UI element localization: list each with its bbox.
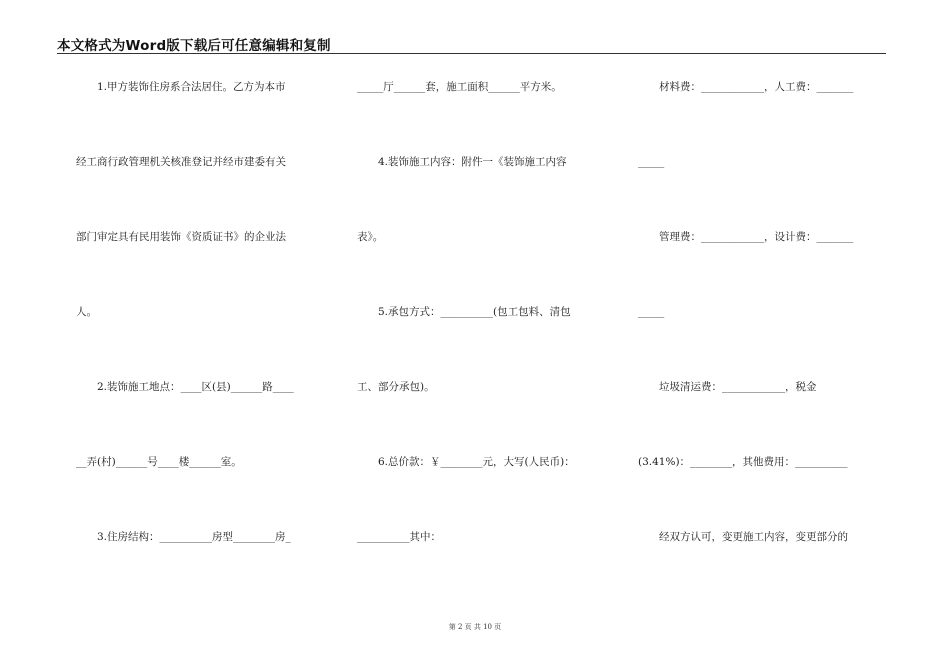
text-line: 表》。 [357,231,384,243]
text-line: 材料费：____________，人工费：_______ [638,81,854,93]
text-line: 垃圾清运费：____________，税金 [638,381,817,393]
text-line: 工、部分承包)。 [357,381,435,393]
header-divider [57,53,886,54]
text-line: 部门审定具有民用装饰《资质证书》的企业法 [76,231,286,243]
page-number-footer: 第 2 页 共 10 页 [448,623,502,631]
text-line: 经双方认可，变更施工内容，变更部分的 [638,531,848,543]
text-line: 5.承包方式：__________(包工包料、清包 [357,306,571,318]
text-line: (3.41%)：________，其他费用：__________ [638,456,848,468]
document-header-title: 本文格式为Word版下载后可任意编辑和复制 [57,38,331,54]
text-line: __弄(村)______号____楼______室。 [76,456,242,468]
text-line: _____ [638,306,665,318]
text-line: 管理费：____________，设计费：_______ [638,231,854,243]
text-line: 3.住房结构：__________房型________房_ [76,531,291,543]
text-line: 1.甲方装饰住房系合法居住。乙方为本市 [76,81,286,93]
text-line: __________其中： [357,531,441,543]
text-line: _____ [638,156,665,168]
text-line: 经工商行政管理机关核准登记并经市建委有关 [76,156,286,168]
text-line: 人。 [76,306,97,318]
text-line: _____厅______套，施工面积______平方米。 [357,81,562,93]
text-line: 6.总价款：￥________元，大写(人民币)： [357,456,575,468]
text-line: 2.装饰施工地点：____区(县)______路____ [76,381,294,393]
text-line: 4.装饰施工内容：附件一《装饰施工内容 [357,156,567,168]
